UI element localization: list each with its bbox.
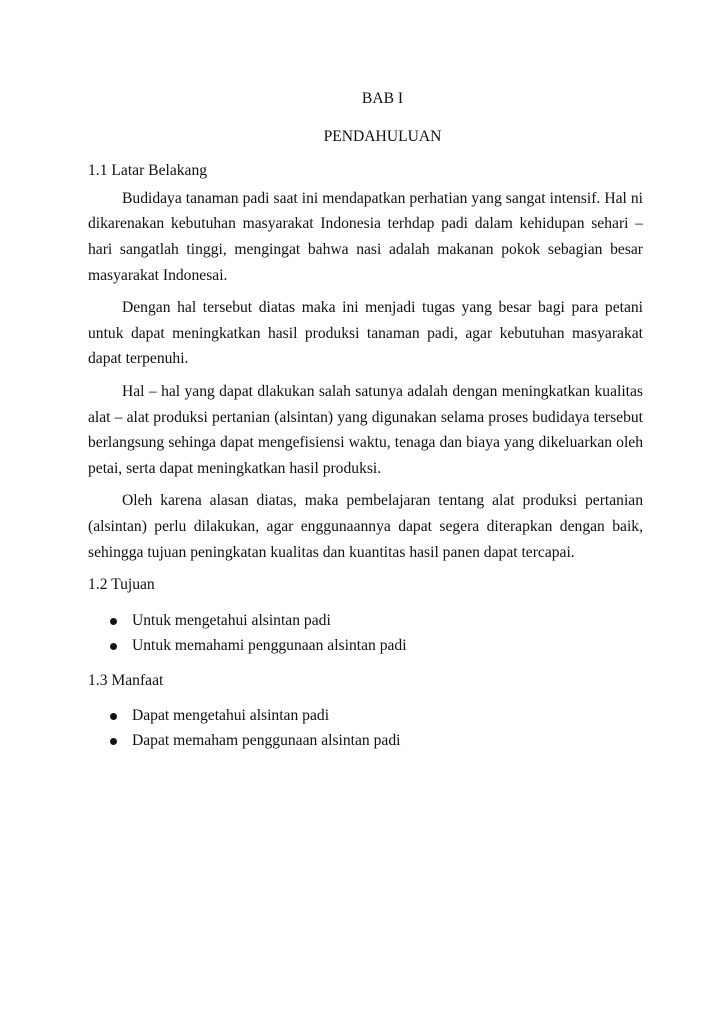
paragraph: Dengan hal tersebut diatas maka ini menjadi tugas yang besar bagi para petani untuk dapat meningkatkan hasil produksi tanaman padi, agar kebutuhan masyarakat dapat terpenuhi. <box>88 299 643 368</box>
list-item <box>88 703 643 728</box>
list-item-text: Dapat memaham penggunaan alsintan padi <box>132 732 401 750</box>
section-heading-manfaat: 1.3 Manfaat <box>88 671 164 689</box>
list-item-text: Dapat mengetahui alsintan padi <box>132 707 330 725</box>
list-item <box>88 633 643 658</box>
manfaat-list <box>88 703 643 753</box>
bullet-icon <box>110 618 117 625</box>
bullet-icon <box>110 643 117 650</box>
document-page <box>88 86 643 763</box>
chapter-number: BAB I <box>361 90 404 107</box>
list-item-text: Untuk mengetahui alsintan padi <box>132 611 331 629</box>
section-heading-tujuan: 1.2 Tujuan <box>88 576 155 594</box>
paragraph: Hal – hal yang dapat dlakukan salah satunya adalah dengan meningkatkan kualitas alat – alat produksi pertanian (alsintan) yang digunakan selama proses budidaya tersebut berlangsung sehinga dapat mengefisiensi waktu, tenaga dan biaya yang dikeluarkan oleh petai, serta dapat meningkatkan hasil produksi. <box>88 382 643 477</box>
bullet-icon <box>110 713 117 720</box>
paragraph: Oleh karena alasan diatas, maka pembelajaran tentang alat produksi pertanian (alsintan) perlu dilakukan, agar enggunaannya dapat segera diterapkan dengan baik, sehingga tujuan peningkatan kualitas dan kuantitas hasil panen dapat tercapai. <box>88 492 643 561</box>
section-heading-latar-belakang: 1.1 Latar Belakang <box>88 162 208 180</box>
list-item <box>88 728 643 753</box>
chapter-title: PENDAHULUAN <box>323 127 442 145</box>
list-item <box>88 608 643 633</box>
tujuan-list <box>88 608 643 658</box>
list-item-text: Untuk memahami penggunaan alsintan padi <box>132 636 407 654</box>
bullet-icon <box>110 738 117 745</box>
paragraph: Budidaya tanaman padi saat ini mendapatkan perhatian yang sangat intensif. Hal ni dikarenakan kebutuhan masyarakat Indonesia terhdap padi dalam kehidupan sehari – hari sangatlah tinggi, mengingat bahwa nasi adalah makanan pokok sebagian besar masyarakat Indonesai. <box>88 189 643 284</box>
